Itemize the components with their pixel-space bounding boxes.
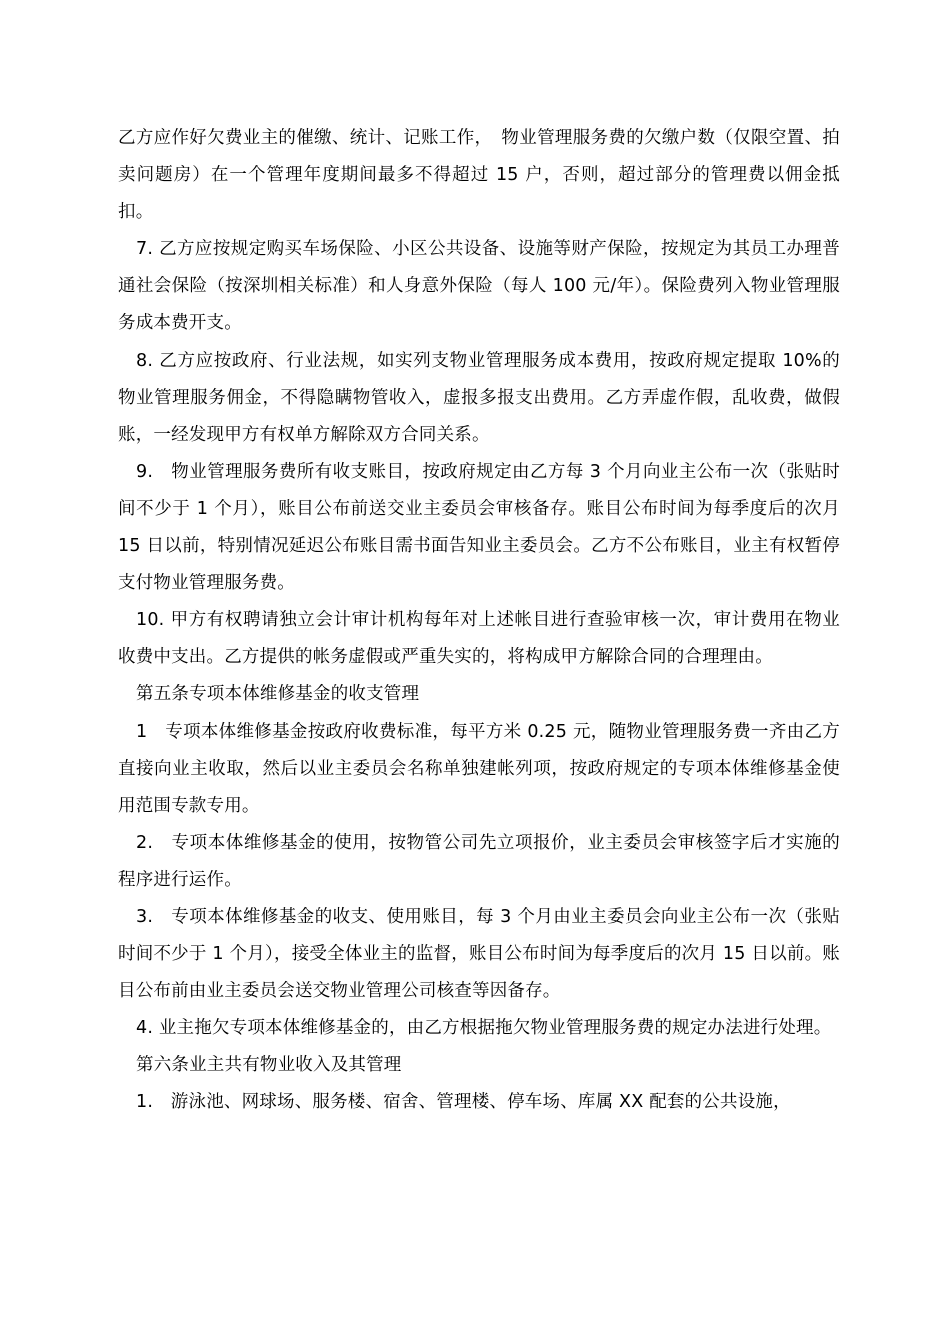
section-heading-article-5: 第五条专项本体维修基金的收支管理 [136, 684, 420, 705]
paragraph-article-5-item-4: 4. 业主拖欠专项本体维修基金的，由乙方根据拖欠物业管理服务费的规定办法进行处理。 [136, 1018, 832, 1039]
paragraph-item-8-costs: 8. 乙方应按政府、行业法规，如实列支物业管理服务成本费用，按政府规定提取 10%的物业管理服务佣金，不得隐瞒物管收入，虚报多报支出费用。乙方弄虚作假，乱收费，做假账，一经发现甲方有权单方解除双方合同关系。 [118, 350, 840, 445]
paragraph-item-10-audit: 10. 甲方有权聘请独立会计审计机构每年对上述帐目进行查验审核一次，审计费用在物业收费中支出。乙方提供的帐务虚假或严重失实的，将构成甲方解除合同的合理理由。 [118, 610, 840, 668]
paragraph-article-6-item-1: 1. 游泳池、网球场、服务楼、宿舍、管理楼、停车场、库属 XX 配套的公共设施， [136, 1092, 791, 1113]
paragraph-article-5-item-1: 1 专项本体维修基金按政府收费标准，每平方米 0.25 元，随物业管理服务费一齐由乙方直接向业主收取，然后以业主委员会名称单独建帐列项，按政府规定的专项本体维修基金使用范围专款专用。 [118, 721, 840, 816]
paragraph-arrears-collection: 乙方应作好欠费业主的催缴、统计、记账工作， 物业管理服务费的欠缴户数（仅限空置、拍卖问题房）在一个管理年度期间最多不得超过 15 户，否则，超过部分的管理费以佣金抵扣。 [118, 128, 840, 223]
paragraph-article-5-item-2: 2. 专项本体维修基金的使用，按物管公司先立项报价，业主委员会审核签字后才实施的程序进行运作。 [118, 832, 840, 890]
paragraph-item-7-insurance: 7. 乙方应按规定购买车场保险、小区公共设备、设施等财产保险，按规定为其员工办理普通社会保险（按深圳相关标准）和人身意外保险（每人 100 元/年）。保险费列入物业管理服务成本费开支。 [118, 239, 840, 334]
section-heading-article-6: 第六条业主共有物业收入及其管理 [136, 1055, 402, 1076]
paragraph-article-5-item-3: 3. 专项本体维修基金的收支、使用账目，每 3 个月由业主委员会向业主公布一次（张贴时间不少于 1 个月），接受全体业主的监督，账目公布时间为每季度后的次月 15 日以前。账目公布前由业主委员会送交物业管理公司核查等因备存。 [118, 906, 840, 1002]
document-body [118, 120, 840, 1122]
paragraph-item-9-accounts: 9. 物业管理服务费所有收支账目，按政府规定由乙方每 3 个月向业主公布一次（张贴时间不少于 1 个月），账目公布前送交业主委员会审核备存。账目公布时间为每季度后的次月 15 日以前，特别情况延迟公布账目需书面告知业主委员会。乙方不公布账目，业主有权暂停支付物业管理服务费。 [118, 461, 840, 594]
